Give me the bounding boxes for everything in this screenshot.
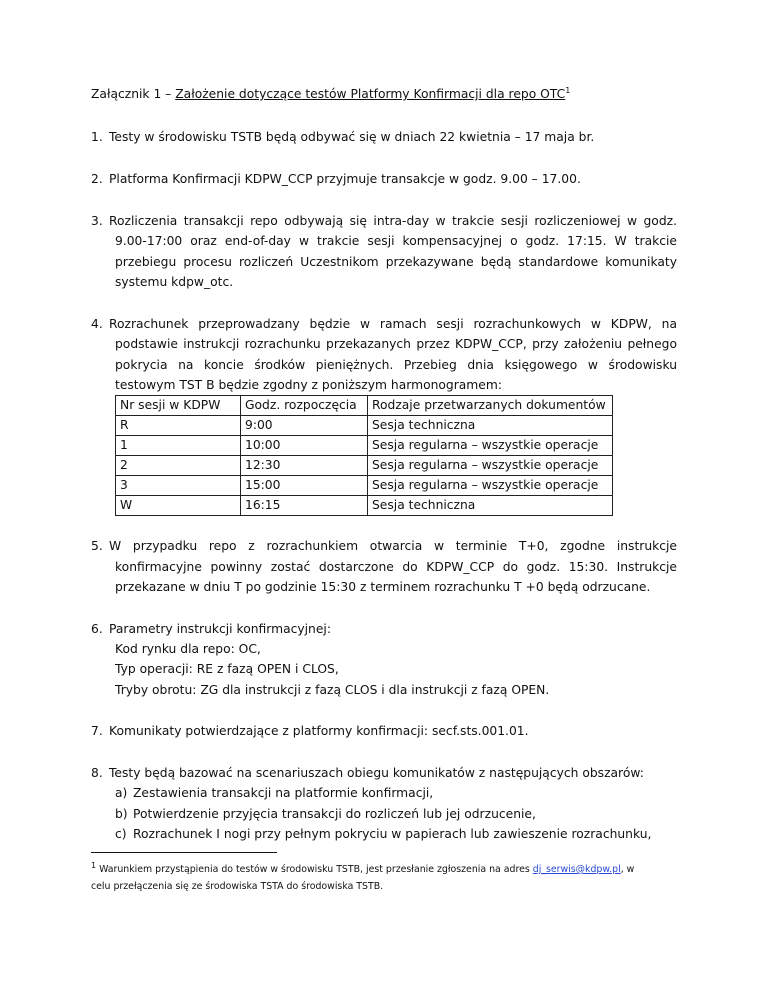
table-cell: 16:15 xyxy=(241,496,368,516)
item-2-text: Platforma Konfirmacji KDPW_CCP przyjmuje transakcje w godz. 9.00 – 17.00. xyxy=(109,172,581,186)
item-3-line-2: 9.00-17:00 oraz end-of-day w trakcie sesji kompensacyjnej o godz. 17:15. W trakcie xyxy=(115,234,677,248)
item-7-text: Komunikaty potwierdzające z platformy konfirmacji: secf.sts.001.01. xyxy=(109,724,529,738)
footnote-ref: 1 xyxy=(565,85,571,95)
item-8-sub-a-text: Zestawienia transakcji na platformie konfirmacji, xyxy=(133,786,434,800)
item-4-line-1: Rozrachunek przeprowadzany będzie w ramach sesji rozrachunkowych w KDPW, na xyxy=(109,317,677,331)
table-row xyxy=(116,456,613,476)
item-4-line-3: pokrycia na koncie środków pieniężnych. Przebieg dnia księgowego w środowisku xyxy=(115,358,677,372)
table-cell: Sesja regularna – wszystkie operacje xyxy=(368,456,613,476)
table-row xyxy=(116,496,613,516)
table-row xyxy=(116,476,613,496)
item-3-line-1: Rozliczenia transakcji repo odbywają się intra-day w trakcie sesji rozliczeniowej w godz. xyxy=(109,214,677,228)
item-8-sub-b-label: b) xyxy=(115,807,128,821)
item-5-line-3: przekazane w dniu T po godzinie 15:30 z terminem rozrachunku T +0 będą odrzucane. xyxy=(115,580,651,594)
footnote-text: Warunkiem przystąpienia do testów w środowisku TSTB, jest przesłanie zgłoszenia na adres xyxy=(99,864,533,875)
table-cell: W xyxy=(116,496,241,516)
item-3-number: 3. xyxy=(91,214,103,228)
table-cell: 10:00 xyxy=(241,436,368,456)
item-4-number: 4. xyxy=(91,317,103,331)
table-row xyxy=(116,436,613,456)
footnote-email-link[interactable]: dj_serwis@kdpw.pl xyxy=(532,864,621,875)
item-8-sub-b-text: Potwierdzenie przyjęcia transakcji do rozliczeń lub jej odrzucenie, xyxy=(133,807,536,821)
item-4-line-4: testowym TST B będzie zgodny z poniższym harmonogramem: xyxy=(115,378,502,392)
item-5-line-1: W przypadku repo z rozrachunkiem otwarcia w terminie T+0, zgodne instrukcje xyxy=(109,539,677,553)
item-7-number: 7. xyxy=(91,724,103,738)
item-1-text: Testy w środowisku TSTB będą odbywać się w dniach 22 kwietnia – 17 maja br. xyxy=(109,130,595,144)
table-header-row xyxy=(116,396,613,416)
item-8-number: 8. xyxy=(91,766,103,780)
item-3-line-3: przebiegu procesu rozliczeń Uczestnikom przekazywane będą standardowe komunikaty xyxy=(115,255,677,269)
footnote-number: 1 xyxy=(91,860,97,870)
table-cell: 12:30 xyxy=(241,456,368,476)
table-cell: 2 xyxy=(116,456,241,476)
item-5-number: 5. xyxy=(91,539,103,553)
item-6-line-1: Parametry instrukcji konfirmacyjnej: xyxy=(109,622,331,636)
item-1-number: 1. xyxy=(91,130,103,144)
table-header: Nr sesji w KDPW xyxy=(116,396,241,416)
table-cell: 1 xyxy=(116,436,241,456)
item-4-line-2: podstawie instrukcji rozrachunku przekazanych przez KDPW_CCP, przy założeniu pełnego xyxy=(115,337,677,351)
table-cell: 9:00 xyxy=(241,416,368,436)
footnote-line-2: celu przełączenia się ze środowiska TSTA do środowiska TSTB. xyxy=(91,881,384,892)
item-5-line-2: konfirmacyjne powinny zostać dostarczone do KDPW_CCP do godz. 15:30. Instrukcje xyxy=(115,560,677,574)
title-underlined: Założenie dotyczące testów Platformy Konfirmacji dla repo OTC xyxy=(175,87,566,101)
footnote-separator xyxy=(91,852,277,853)
item-6-number: 6. xyxy=(91,622,103,636)
table-cell: 3 xyxy=(116,476,241,496)
title-prefix: Załącznik 1 – xyxy=(91,87,176,101)
table-cell: Sesja regularna – wszystkie operacje xyxy=(368,436,613,456)
table-row xyxy=(116,416,613,436)
schedule-table xyxy=(115,395,613,516)
footnote-text-after: , w xyxy=(620,864,635,875)
footnote xyxy=(91,860,635,877)
item-8-sub-c-text: Rozrachunek I nogi przy pełnym pokryciu w papierach lub zawieszenie rozrachunku, xyxy=(133,827,652,841)
table-cell: Sesja techniczna xyxy=(368,416,613,436)
table-header: Godz. rozpoczęcia xyxy=(241,396,368,416)
item-8-sub-a-label: a) xyxy=(115,786,128,800)
item-3-line-4: systemu kdpw_otc. xyxy=(115,275,234,289)
table-cell: R xyxy=(116,416,241,436)
item-8-text: Testy będą bazować na scenariuszach obiegu komunikatów z następujących obszarów: xyxy=(109,766,644,780)
item-2-number: 2. xyxy=(91,172,103,186)
table-cell: 15:00 xyxy=(241,476,368,496)
item-6-line-4: Tryby obrotu: ZG dla instrukcji z fazą CLOS i dla instrukcji z fazą OPEN. xyxy=(115,683,550,697)
item-6-line-3: Typ operacji: RE z fazą OPEN i CLOS, xyxy=(115,662,339,676)
table-header: Rodzaje przetwarzanych dokumentów xyxy=(368,396,613,416)
item-6-line-2: Kod rynku dla repo: OC, xyxy=(115,642,261,656)
table-cell: Sesja techniczna xyxy=(368,496,613,516)
item-8-sub-c-label: c) xyxy=(115,827,127,841)
page-title xyxy=(91,86,570,102)
table-cell: Sesja regularna – wszystkie operacje xyxy=(368,476,613,496)
